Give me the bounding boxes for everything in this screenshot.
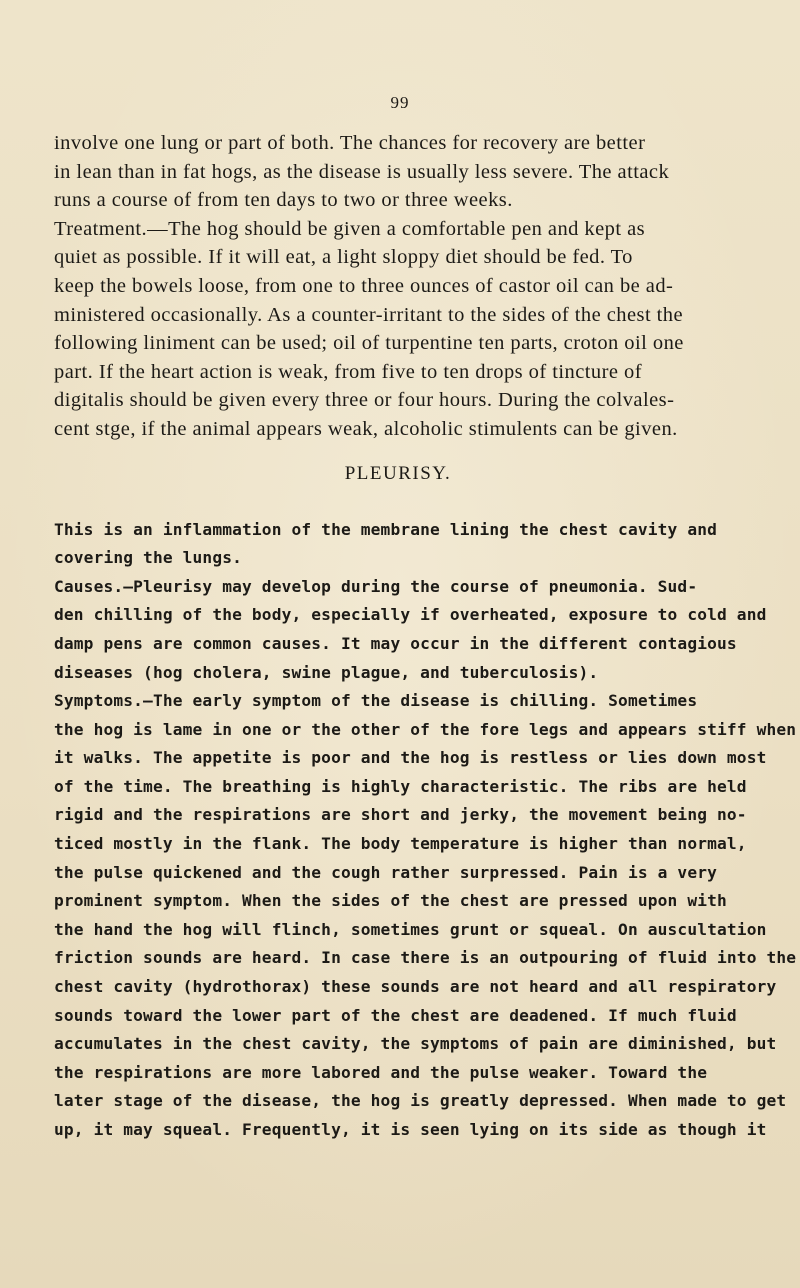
body-text (54, 129, 796, 1145)
text-line: digitalis should be given every three or four hours. During the colvales- (54, 389, 675, 412)
section-heading-pleurisy: PLEURISY. (344, 462, 452, 484)
text-line: diseases (hog cholera, swine plague, and tuberculosis). (54, 662, 599, 682)
text-line: cent stge, if the animal appears weak, alcoholic stimulents can be given. (54, 417, 678, 440)
text-line: involve one lung or part of both. The chances for recovery are better (54, 132, 646, 154)
text-line: of the time. The breathing is highly characteristic. The ribs are held (54, 776, 747, 796)
text-line: chest cavity (hydrothorax) these sounds are not heard and all respiratory (54, 977, 777, 997)
text-line: following liniment can be used; oil of turpentine ten parts, croton oil one (54, 332, 684, 355)
paragraph-causes (54, 573, 796, 687)
text-line: prominent symptom. When the sides of the chest are pressed upon with (54, 891, 727, 911)
text-line: Causes.—Pleurisy may develop during the course of pneumonia. Sud- (54, 576, 698, 596)
text-line: the hand the hog will flinch, sometimes grunt or squeal. On auscultation (54, 919, 767, 939)
paragraph-symptoms (54, 687, 796, 1145)
text-line: the hog is lame in one or the other of the fore legs and appears stiff when (54, 719, 797, 739)
text-line: the pulse quickened and the cough rather surpressed. Pain is a very (54, 862, 718, 882)
text-line: runs a course of from ten days to two or three weeks. (54, 189, 513, 212)
text-line: damp pens are common causes. It may occur in the different contagious (54, 633, 737, 653)
text-line: Symptoms.—The early symptom of the disease is chilling. Sometimes (54, 691, 698, 711)
text-line: later stage of the disease, the hog is greatly depressed. When made to get (54, 1091, 787, 1111)
text-line: part. If the heart action is weak, from five to ten drops of tincture of (54, 360, 642, 383)
text-line: accumulates in the chest cavity, the symptoms of pain are diminished, but (54, 1034, 777, 1054)
heading-spacer (54, 488, 796, 516)
paragraph-hog-pneumonia-course (54, 129, 796, 215)
text-line: This is an inflammation of the membrane lining the chest cavity and (54, 519, 718, 539)
paragraph-treatment (54, 215, 796, 444)
text-line: ticed mostly in the flank. The body temperature is higher than normal, (54, 834, 747, 854)
text-line: friction sounds are heard. In case there is an outpouring of fluid into the (54, 948, 797, 968)
text-line: Treatment.—The hog should be given a comfortable pen and kept as (54, 217, 646, 240)
text-line: quiet as possible. If it will eat, a light sloppy diet should be fed. To (54, 246, 633, 269)
text-line: sounds toward the lower part of the chest are deadened. If much fluid (54, 1005, 737, 1025)
text-line: keep the bowels loose, from one to three ounces of castor oil can be ad- (54, 274, 674, 297)
text-line: ministered occasionally. As a counter-irritant to the sides of the chest the (54, 303, 684, 326)
text-line: the respirations are more labored and the pulse weaker. Toward the (54, 1062, 708, 1082)
text-line: up, it may squeal. Frequently, it is seen lying on its side as though it (54, 1120, 767, 1139)
paragraph-pleurisy-definition (54, 516, 796, 573)
text-line: rigid and the respirations are short and jerky, the movement being no- (54, 805, 747, 825)
text-line: it walks. The appetite is poor and the hog is restless or lies down most (54, 748, 767, 768)
page-number: 99 (390, 93, 410, 112)
text-line: in lean than in fat hogs, as the disease is usually less severe. The attack (54, 160, 670, 183)
text-line: covering the lungs. (54, 548, 243, 568)
text-line: den chilling of the body, especially if overheated, exposure to cold and (54, 605, 767, 625)
